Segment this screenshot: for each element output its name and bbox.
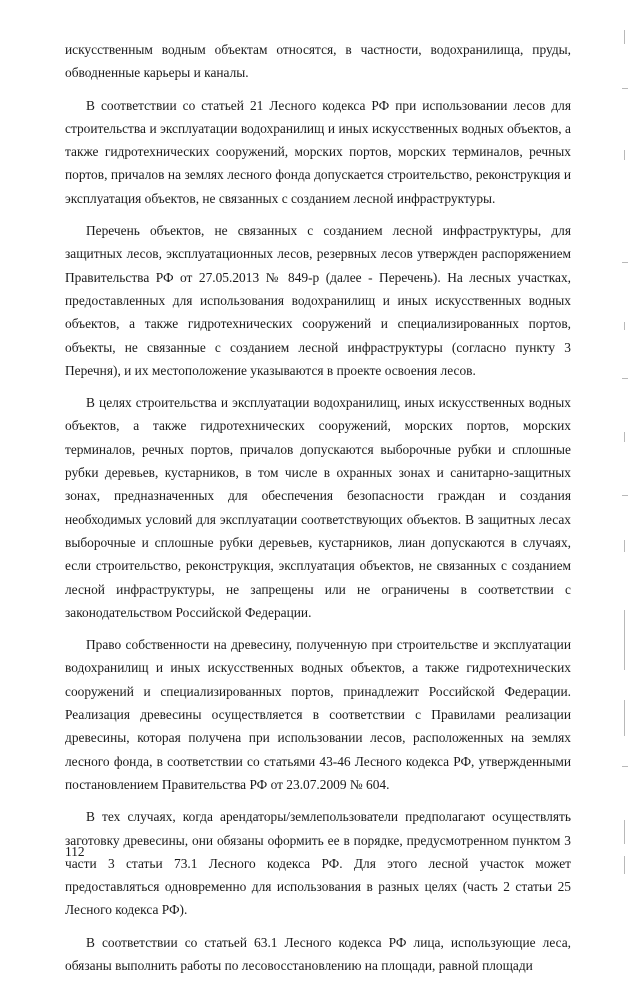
paragraph-1: искусственным водным объектам относятся, в частности, водохранилища, пруды, обводненные карьеры и каналы. bbox=[65, 42, 571, 81]
paragraph-3: Перечень объектов, не связанных с созданием лесной инфраструктуры, для защитных лесов, эксплуатационных лесов, резервных лесов утвержден распоряжением Правительства РФ от 27.05.2013 № 849-р (далее - Перечень). На лесных участках, предоставленных для использования водохранилищ и иных искусственных водных объектов, а также гидротехнических сооружений и специализированных портов, объекты, не связанные с созданием лесной инфраструктуры (согласно пункту 3 Перечня), и их местоположение указываются в проекте освоения лесов. bbox=[65, 223, 571, 378]
paragraph-4: В целях строительства и эксплуатации водохранилищ, иных искусственных водных объектов, а также гидротехнических сооружений, морских портов, морских терминалов, речных портов, причалов допускаются выборочные рубки и сплошные рубки деревьев, кустарников, в том числе в охранных зонах и санитарно-защитных зонах, предназначенных для обеспечения безопасности граждан и создания необходимых условий для эксплуатации соответствующих объектов. В защитных лесах выборочные и сплошные рубки деревьев, кустарников, лиан допускаются в случаях, если строительство, реконструкция, эксплуатация объектов, не связанных с созданием лесной инфраструктуры, не запрещены или не ограничены в соответствии с законодательством Российской Федерации. bbox=[65, 395, 571, 620]
paragraph-6: В тех случаях, когда арендаторы/землепользователи предполагают осуществлять заготовку древесины, они обязаны оформить ее в порядке, предусмотренном пунктом 3 части 3 статьи 73.1 Лесного кодекса РФ. Для этого лесной участок может предоставляться одновременно для использования в разных целях (часть 2 статьи 25 Лесного кодекса РФ). bbox=[65, 809, 571, 918]
paragraph-2: В соответствии со статьей 21 Лесного кодекса РФ при использовании лесов для строительства и эксплуатации водохранилищ и иных искусственных водных объектов, а также гидротехнических сооружений, морских портов, морских терминалов, речных портов, причалов на землях лесного фонда допускается строительство, реконструкция и эксплуатация объектов, не связанных с созданием лесной инфраструктуры. bbox=[65, 97, 571, 206]
paragraph-7: В соответствии со статьей 63.1 Лесного кодекса РФ лица, использующие леса, обязаны выполнить работы по лесовосстановлению на площади, равной площади bbox=[65, 934, 571, 973]
binding-edge-marks bbox=[614, 0, 634, 905]
page-number: 112 bbox=[65, 844, 85, 859]
document-page bbox=[65, 38, 571, 986]
paragraph-5: Право собственности на древесину, полученную при строительстве и эксплуатации водохранилищ и иных искусственных водных объектов, а также гидротехнических сооружений и специализированных портов, принадлежит Российской Федерации. Реализация древесины осуществляется в соответствии с Правилами реализации древесины, которая получена при использовании лесов, расположенных на землях лесного фонда, в соответствии со статьями 43-46 Лесного кодекса РФ, утвержденными постановлением Правительства РФ от 23.07.2009 № 604. bbox=[65, 637, 571, 792]
